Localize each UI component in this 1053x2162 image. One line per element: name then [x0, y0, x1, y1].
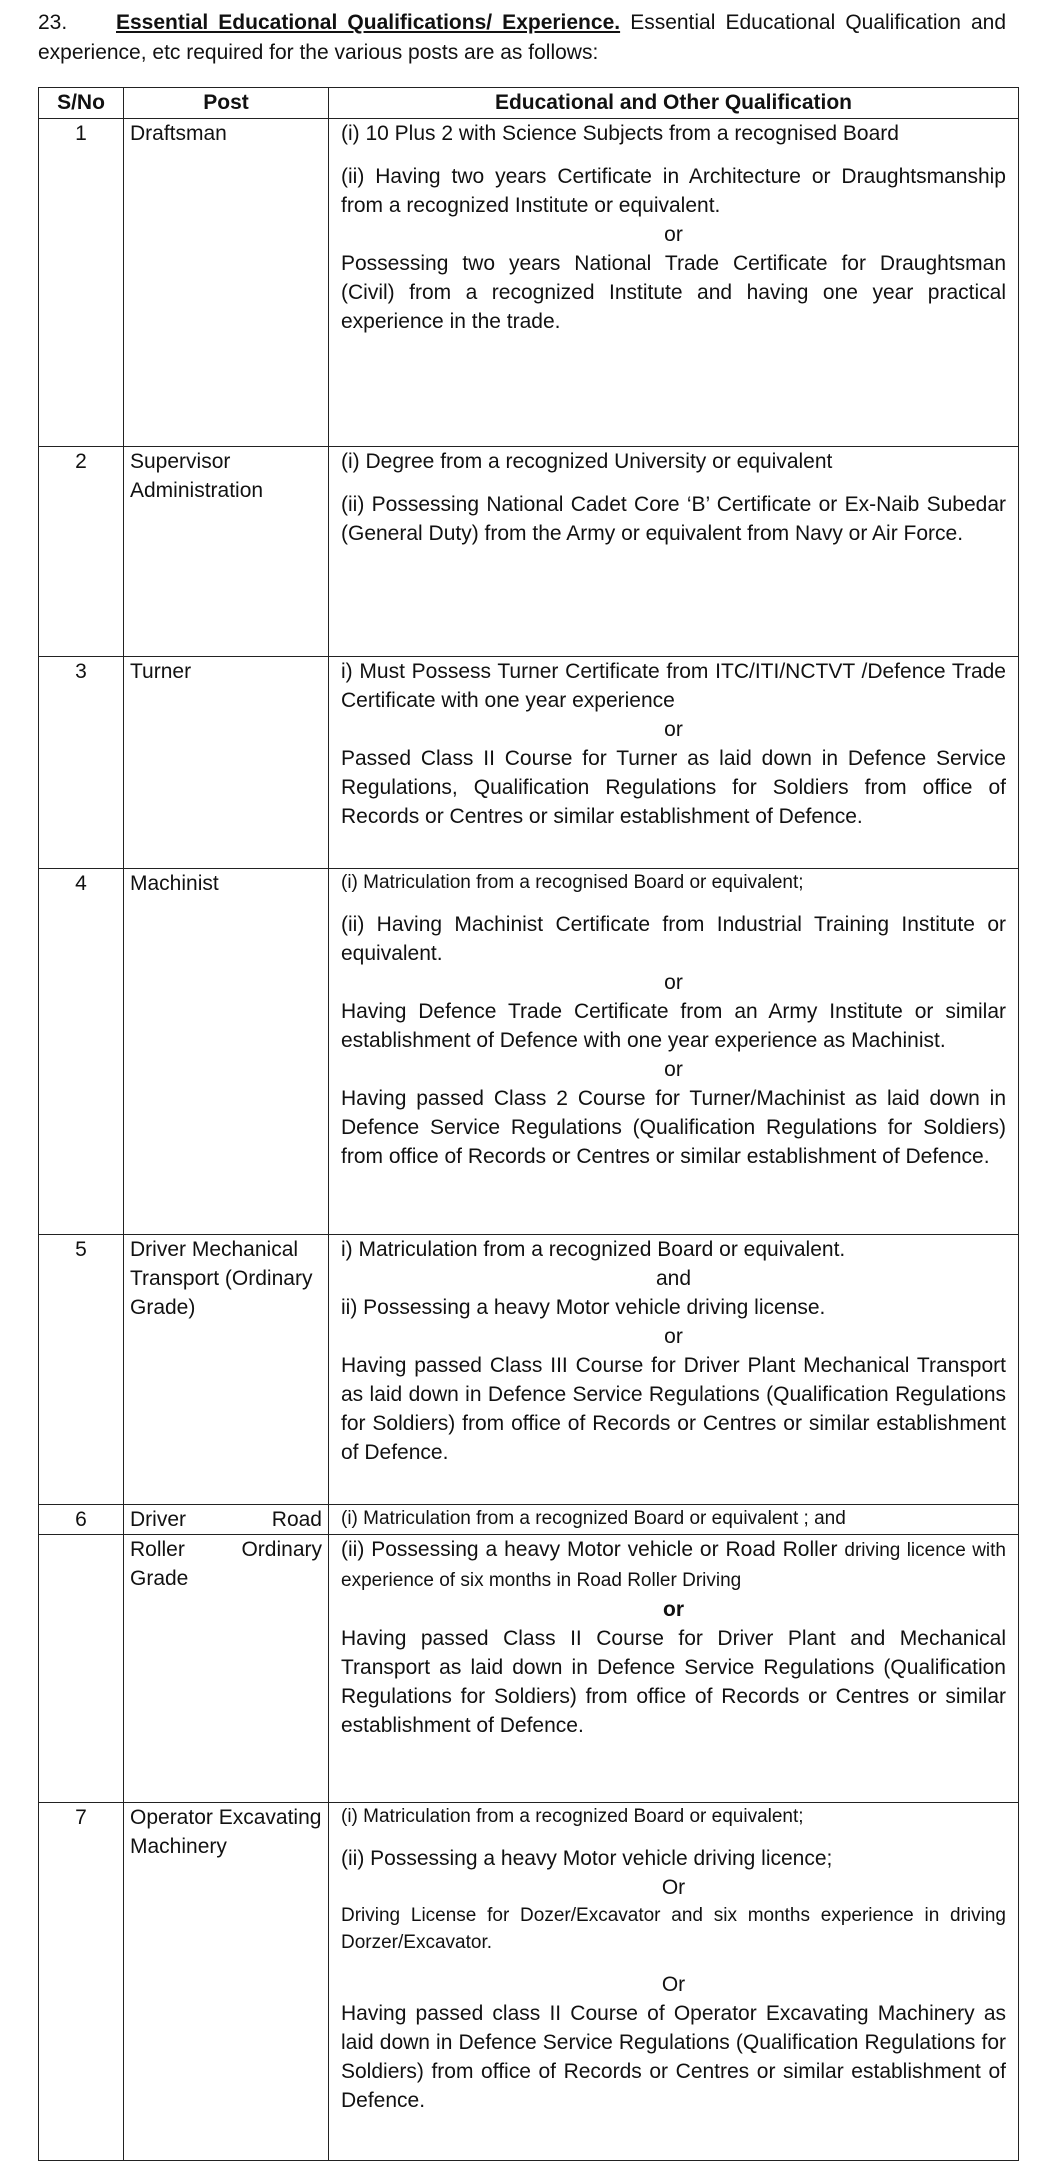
- cell-qualification: [329, 657, 1019, 869]
- cell-post: Machinist: [124, 869, 329, 1235]
- qual-text: (i) Degree from a recognized University or equivalent: [341, 450, 833, 473]
- qual-text: Having passed Class III Course for Driver Plant Mechanical Transport as laid down in Defence Service Regulations (Qualification Regulations for Soldiers) from office of Records or Centres or similar establishment of Defence.: [341, 1354, 1006, 1464]
- cell-post: [124, 1535, 329, 1803]
- qual-text: i) Matriculation from a recognized Board or equivalent.: [341, 1238, 846, 1261]
- qual-text: Having passed Class 2 Course for Turner/Machinist as laid down in Defence Service Regulations (Qualification Regulations for Soldiers) from office of Records or Centres or similar establishment of Defence.: [341, 1087, 1006, 1168]
- qual-connector: or: [664, 223, 683, 246]
- cell-qualification: [329, 1803, 1019, 2161]
- section-intro: Essential Educational Qualification and experience, etc required for the various posts are as follows:: [38, 11, 1007, 64]
- post-line: Grade: [130, 1567, 189, 1590]
- cell-sno: 3: [39, 657, 124, 869]
- qual-connector: or: [664, 718, 683, 741]
- cell-post: Supervisor Administration: [124, 447, 329, 657]
- cell-sno: 1: [39, 119, 124, 447]
- qual-text: (ii) Having Machinist Certificate from Industrial Training Institute or equivalent.: [341, 913, 1006, 965]
- cell-sno: 7: [39, 1803, 124, 2161]
- qual-text: Having passed Class II Course for Driver Plant and Mechanical Transport as laid down in Defence Service Regulations (Qualification Regulations for Soldiers) from office of Records or Centres or similar establishment of Defence.: [341, 1627, 1006, 1737]
- qualification-table: [38, 87, 1019, 2161]
- cell-post: Driver Mechanical Transport (Ordinary Grade): [124, 1235, 329, 1505]
- header-sno: S/No: [39, 88, 124, 119]
- table-row: [39, 1505, 1019, 1535]
- cell-qualification: [329, 1505, 1019, 1535]
- cell-qualification: [329, 1535, 1019, 1803]
- header-qualification: Educational and Other Qualification: [329, 88, 1019, 119]
- cell-sno: 6: [39, 1505, 124, 1535]
- qual-connector: and: [655, 1267, 692, 1290]
- table-row: [39, 447, 1019, 657]
- qual-text: Having Defence Trade Certificate from an Army Institute or similar establishment of Defence with one year experience as Machinist.: [341, 1000, 1006, 1052]
- qual-connector: Or: [661, 1876, 686, 1899]
- section-number: 23.: [38, 11, 68, 34]
- qual-text: (i) 10 Plus 2 with Science Subjects from a recognised Board: [341, 122, 899, 145]
- qual-text: ii) Possessing a heavy Motor vehicle driving license.: [341, 1296, 826, 1319]
- qual-text: Driving License for Dozer/Excavator and six months experience in driving Dorzer/Excavator.: [341, 1905, 1006, 1953]
- table-row: [39, 119, 1019, 447]
- cell-post: Driver Road: [124, 1505, 329, 1535]
- qual-text: (ii) Possessing a heavy Motor vehicle driving licence;: [341, 1847, 833, 1870]
- qual-text: (i) Matriculation from a recognised Board or equivalent;: [341, 872, 804, 893]
- qual-text-part: (ii) Possessing a heavy Motor vehicle or Road Roller: [341, 1538, 838, 1561]
- qual-text: (ii) Possessing National Cadet Core ‘B’ Certificate or Ex-Naib Subedar (General Duty) from the Army or equivalent from Navy or Air Force.: [341, 493, 1006, 545]
- table-row: [39, 657, 1019, 869]
- section-heading: [38, 8, 1006, 68]
- qual-text: i) Must Possess Turner Certificate from ITC/ITI/NCTVT /Defence Trade Certificate with one year experience: [341, 660, 1006, 712]
- post-line: Roller Ordinary: [130, 1538, 322, 1561]
- qual-text: Possessing two years National Trade Certificate for Draughtsman (Civil) from a recognized Institute and having one year practical experience in the trade.: [341, 252, 1006, 333]
- header-post: Post: [124, 88, 329, 119]
- cell-sno: 4: [39, 869, 124, 1235]
- qual-text: (i) Matriculation from a recognized Board or equivalent;: [341, 1806, 804, 1827]
- cell-post: Turner: [124, 657, 329, 869]
- table-header-row: [39, 88, 1019, 119]
- table-row: [39, 1803, 1019, 2161]
- qual-text: (ii) Having two years Certificate in Architecture or Draughtsmanship from a recognized Institute or equivalent.: [341, 165, 1006, 217]
- page-continuation-fragment: [38, 2146, 338, 2154]
- cell-qualification: [329, 869, 1019, 1235]
- qual-connector: or: [664, 1058, 683, 1081]
- cell-qualification: [329, 1235, 1019, 1505]
- table-row: [39, 1535, 1019, 1803]
- qual-connector: or: [663, 1598, 684, 1621]
- qual-text: [341, 1535, 1006, 1595]
- cell-sno: 5: [39, 1235, 124, 1505]
- cell-post: Operator Excavating Machinery: [124, 1803, 329, 2161]
- qual-text: Passed Class II Course for Turner as laid down in Defence Service Regulations, Qualification Regulations for Soldiers from office of Records or Centres or similar establishment of Defence.: [341, 747, 1006, 828]
- table-row: [39, 1235, 1019, 1505]
- cell-sno: [39, 1535, 124, 1803]
- qual-connector: or: [664, 1325, 683, 1348]
- qual-connector: Or: [661, 1973, 686, 1996]
- cell-qualification: [329, 447, 1019, 657]
- qual-text: (i) Matriculation from a recognized Board or equivalent ; and: [341, 1508, 846, 1529]
- cell-sno: 2: [39, 447, 124, 657]
- qual-connector: or: [664, 971, 683, 994]
- section-title: Essential Educational Qualifications/ Experience.: [116, 11, 621, 34]
- qual-text: Having passed class II Course of Operator Excavating Machinery as laid down in Defence Service Regulations (Qualification Regulations for Soldiers) from office of Records or Centres or similar establishment of Defence.: [341, 2002, 1006, 2112]
- cell-post: Draftsman: [124, 119, 329, 447]
- qual-text-part: driving licence with experience of six months in Road Roller Driving: [341, 1540, 1006, 1591]
- cell-qualification: [329, 119, 1019, 447]
- table-row: [39, 869, 1019, 1235]
